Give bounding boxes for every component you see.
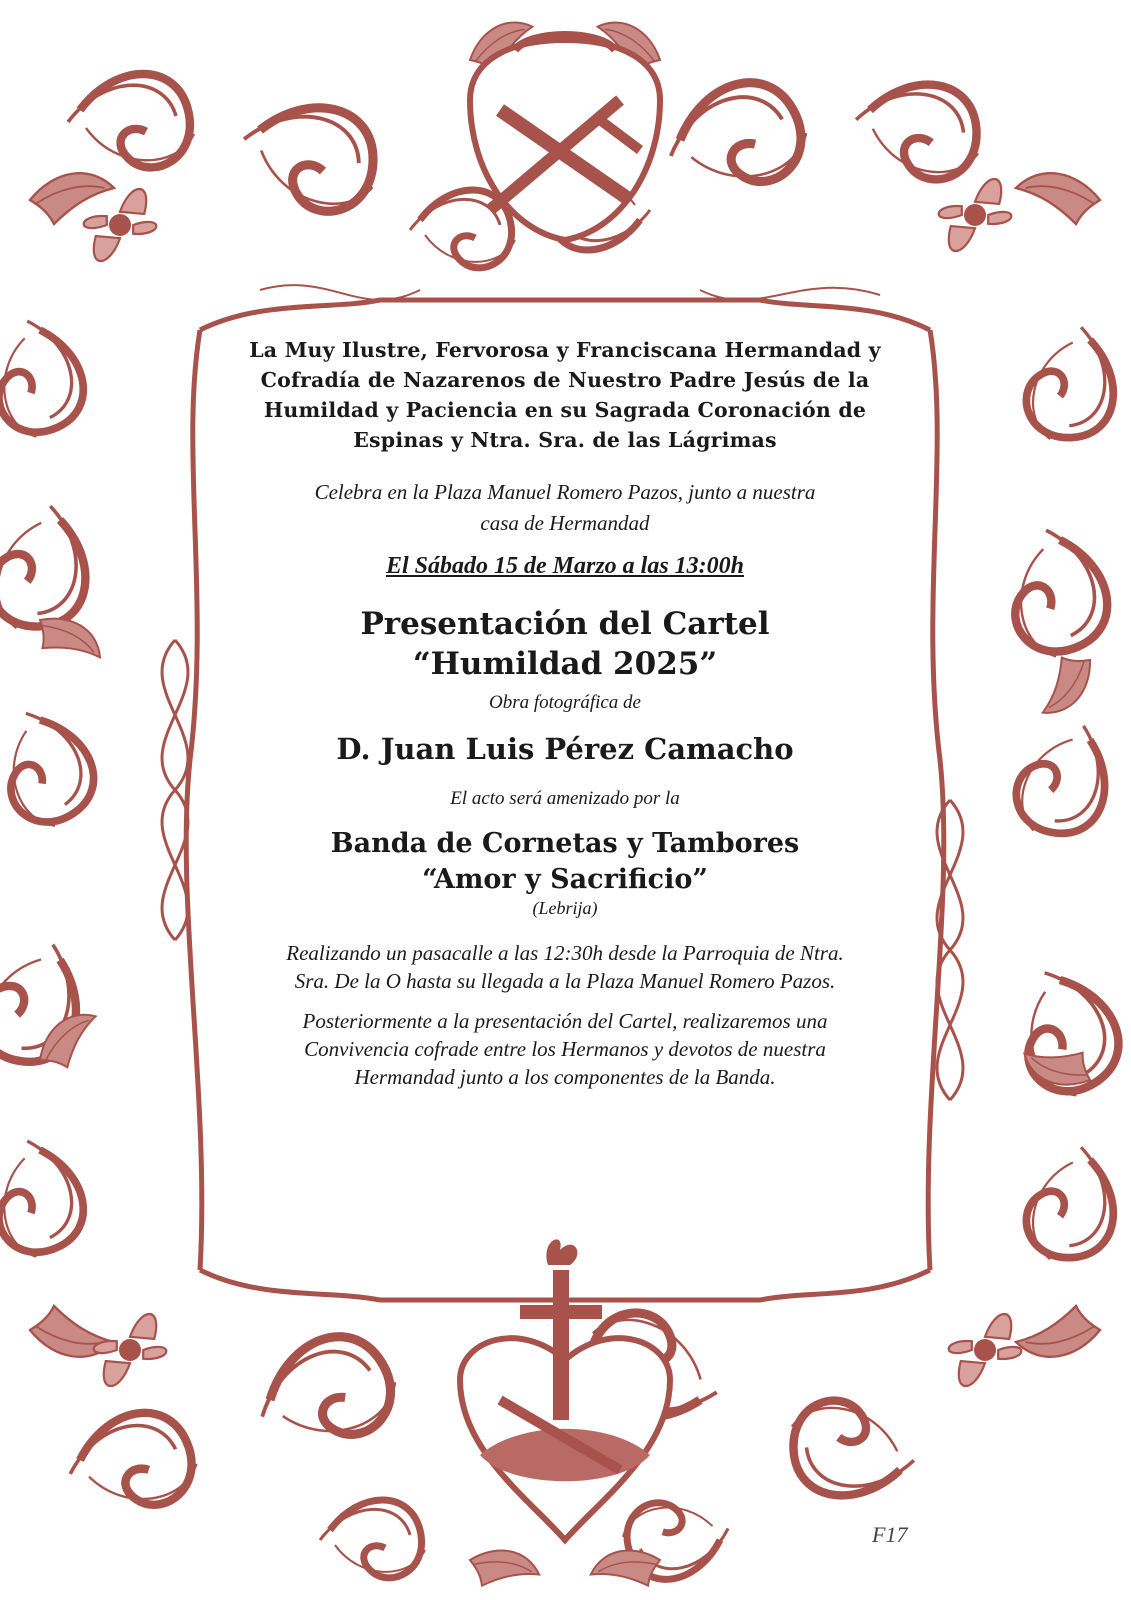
gathering-line: Convivencia cofrade entre los Hermanos y devotos de nuestra	[304, 1037, 826, 1061]
parade-text	[195, 939, 935, 995]
music-intro: El acto será amenizado por la	[450, 788, 680, 809]
author-name: D. Juan Luis Pérez Camacho	[336, 732, 794, 766]
gathering-text	[205, 1007, 925, 1091]
band-name-line: “Amor y Sacrificio”	[422, 864, 708, 895]
poster-title-line: Presentación del Cartel	[360, 606, 770, 642]
band-city: (Lebrija)	[532, 898, 598, 918]
parade-line: Realizando un pasacalle a las 12:30h desde la Parroquia de Ntra.	[286, 941, 844, 965]
poster-title-line: “Humildad 2025”	[412, 646, 718, 682]
brotherhood-name: La Muy Ilustre, Fervorosa y Franciscana Hermandad y Cofradía de Nazarenos de Nuestro Padre Jesús de la Humildad y Paciencia en su Sagrada Coronación de Espinas y Ntra. Sra. de las Lágrimas	[249, 338, 881, 452]
venue-intro-line: Celebra en la Plaza Manuel Romero Pazos, junto a nuestra	[314, 480, 816, 504]
band-name-line: Banda de Cornetas y Tambores	[330, 828, 800, 859]
parade-line: Sra. De la O hasta su llegada a la Plaza Manuel Romero Pazos.	[294, 969, 836, 993]
band-name	[205, 826, 925, 898]
top-crest-icon	[470, 35, 660, 240]
invitation-text-block	[205, 335, 925, 1265]
bottom-crest-icon	[460, 1239, 670, 1540]
venue-intro-line: casa de Hermandad	[480, 511, 650, 535]
gathering-line: Hermandad junto a los componentes de la Banda.	[354, 1065, 776, 1089]
venue-intro	[205, 477, 925, 539]
artist-signature: F17	[872, 1522, 908, 1547]
gathering-line: Posteriormente a la presentación del Cartel, realizaremos una	[302, 1009, 828, 1033]
event-date: El Sábado 15 de Marzo a las 13:00h	[385, 553, 745, 579]
poster-title	[205, 604, 925, 684]
work-label: Obra fotográfica de	[489, 692, 641, 713]
